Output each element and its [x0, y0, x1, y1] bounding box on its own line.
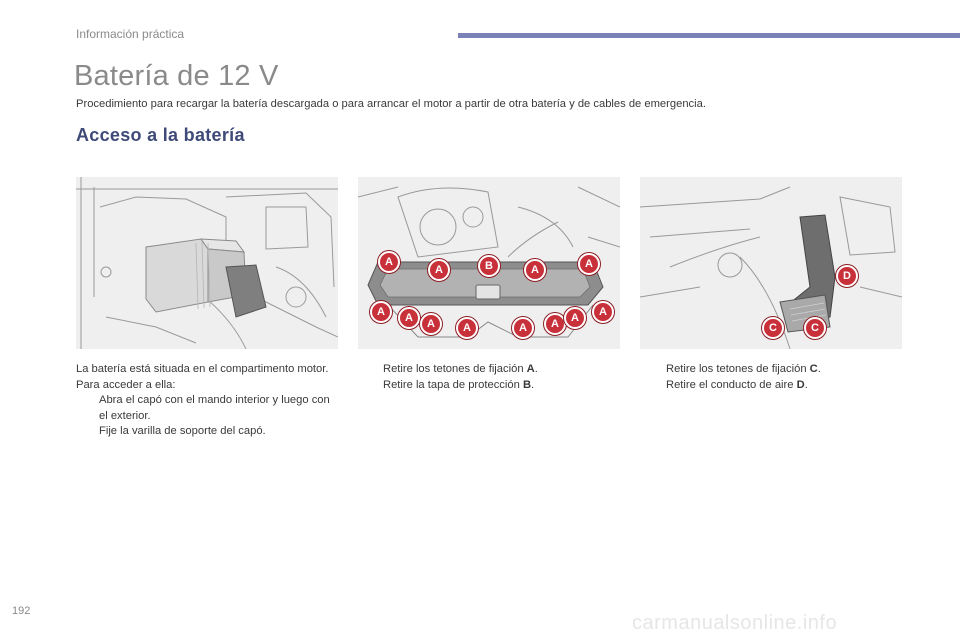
- list-item: Abra el capó con el mando interior y luego con el exterior.: [76, 393, 330, 424]
- reference-letter: B: [522, 378, 532, 391]
- column-1-text: [76, 362, 330, 440]
- column-3-text: [643, 362, 899, 393]
- header-rule: [458, 33, 960, 38]
- callout-markers-fig3: [640, 177, 902, 349]
- callout-marker-a: A: [592, 301, 614, 323]
- callout-marker-a: A: [420, 313, 442, 335]
- callout-marker-a: A: [512, 317, 534, 339]
- page-subtitle: Procedimiento para recargar la batería descargada o para arrancar el motor a partir de otra batería y de cables de emergencia.: [76, 98, 706, 110]
- callout-marker-a: A: [564, 307, 586, 329]
- watermark: carmanualsonline.info: [632, 612, 838, 634]
- callout-marker-a: A: [544, 313, 566, 335]
- lead-text: Para acceder a ella:: [76, 378, 176, 391]
- list-item: Retire los tetones de fijación C.: [643, 362, 899, 378]
- reference-letter: D: [796, 378, 805, 391]
- list-item: Fije la varilla de soporte del capó.: [76, 424, 330, 440]
- reference-letter: C: [809, 363, 818, 375]
- bullet-icon: [643, 362, 666, 378]
- page-title: Batería de 12 V: [74, 60, 279, 92]
- intro-text: La batería está situada en el compartimento motor.: [76, 363, 329, 375]
- reference-letter: A: [526, 363, 535, 375]
- bullet-icon: [360, 378, 383, 394]
- callout-marker-a: A: [378, 251, 400, 273]
- callout-marker-b: B: [478, 255, 500, 277]
- bullet-icon: [643, 378, 666, 394]
- callout-marker-a: A: [428, 259, 450, 281]
- page-number: 192: [12, 605, 31, 617]
- callout-marker-a: A: [524, 259, 546, 281]
- callout-marker-d: D: [836, 265, 858, 287]
- list-item: Retire los tetones de fijación A.: [360, 362, 616, 378]
- list-item: Retire el conducto de aire D.: [643, 378, 899, 394]
- callout-marker-a: A: [398, 307, 420, 329]
- callout-marker-a: A: [456, 317, 478, 339]
- callout-marker-c: C: [762, 317, 784, 339]
- callout-markers-fig2: [358, 177, 620, 349]
- section-header: Información práctica: [76, 27, 185, 41]
- battery-location-illustration: [76, 177, 338, 349]
- section-heading: Acceso a la batería: [76, 125, 245, 145]
- callout-marker-a: A: [578, 253, 600, 275]
- callout-marker-a: A: [370, 301, 392, 323]
- bullet-icon: [76, 393, 99, 424]
- bullet-icon: [360, 362, 383, 378]
- column-2-text: [360, 362, 616, 393]
- bullet-icon: [76, 424, 99, 440]
- callout-marker-c: C: [804, 317, 826, 339]
- list-item: Retire la tapa de protección B.: [360, 378, 616, 394]
- engine-bay-drawing-1: [76, 177, 338, 349]
